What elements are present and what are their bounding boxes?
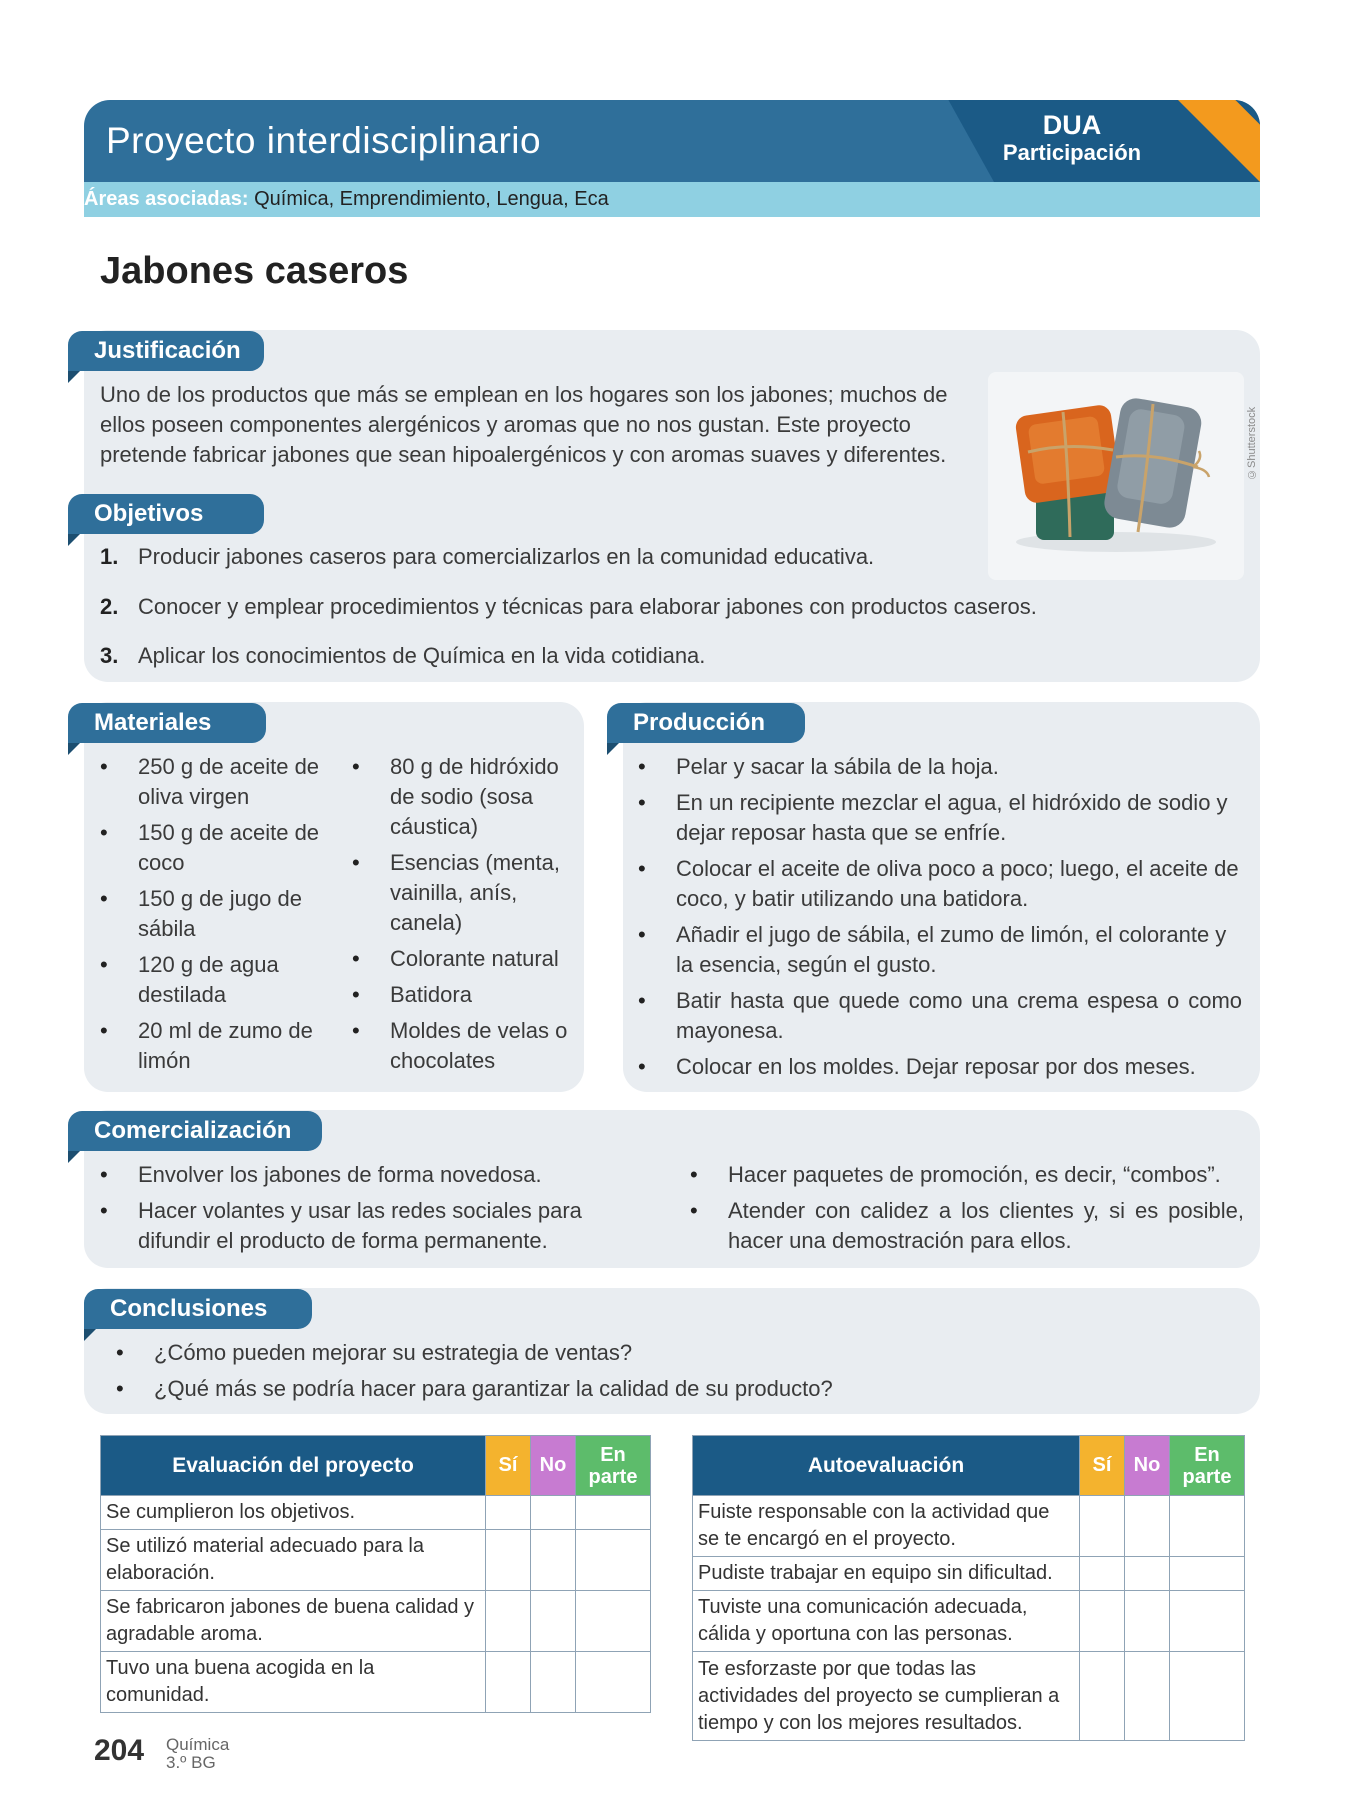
table-row <box>693 1591 1245 1652</box>
partially-column-header: En parte <box>576 1436 651 1496</box>
self-evaluation-table <box>692 1435 1245 1741</box>
associated-areas-bar <box>84 182 1260 217</box>
production-steps <box>638 752 1242 1088</box>
no-check-cell[interactable] <box>1125 1557 1170 1591</box>
dua-badge <box>992 110 1152 166</box>
no-check-cell[interactable] <box>1125 1591 1170 1652</box>
criterion-text: Se cumplieron los objetivos. <box>101 1496 486 1530</box>
partially-check-cell[interactable] <box>576 1530 651 1591</box>
production-step: • En un recipiente mezclar el agua, el hidróxido de sodio y dejar reposar hasta que se enfríe. <box>638 788 1242 848</box>
criterion-text: Se fabricaron jabones de buena calidad y agradable aroma. <box>101 1591 486 1652</box>
material-item: • Colorante natural <box>352 944 576 974</box>
areas-label: Áreas asociadas: <box>84 188 249 210</box>
material-item: • 20 ml de zumo de limón <box>100 1016 330 1076</box>
objective-item <box>100 542 874 572</box>
criterion-text: Tuviste una comunicación adecuada, cálida y oportuna con las personas. <box>693 1591 1080 1652</box>
yes-check-cell[interactable] <box>1080 1557 1125 1591</box>
criterion-text: Tuvo una buena acogida en la comunidad. <box>101 1652 486 1713</box>
criterion-text: Se utilizó material adecuado para la elaboración. <box>101 1530 486 1591</box>
no-check-cell[interactable] <box>531 1530 576 1591</box>
table-header-row <box>101 1436 651 1496</box>
table-row <box>101 1652 651 1713</box>
production-step: • Pelar y sacar la sábila de la hoja. <box>638 752 1242 782</box>
conclusion-question: • ¿Qué más se podría hacer para garantizar la calidad de su producto? <box>116 1374 1216 1404</box>
partially-check-cell[interactable] <box>576 1652 651 1713</box>
partially-check-cell[interactable] <box>1170 1496 1245 1557</box>
partially-check-cell[interactable] <box>576 1591 651 1652</box>
material-item: • 150 g de aceite de coco <box>100 818 330 878</box>
no-check-cell[interactable] <box>531 1591 576 1652</box>
justification-text: Uno de los productos que más se emplean en los hogares son los jabones; muchos de ellos poseen componentes alergénicos y aromas que no nos gustan. Este proyecto pretende fabricar jabones que sean hipoalergénicos y con aromas suaves y diferentes. <box>100 382 948 467</box>
self-evaluation-header: Autoevaluación <box>693 1436 1080 1496</box>
yes-check-cell[interactable] <box>486 1530 531 1591</box>
partially-check-cell[interactable] <box>576 1496 651 1530</box>
materials-tab: Materiales <box>68 703 266 743</box>
production-step: • Colocar el aceite de oliva poco a poco; luego, el aceite de coco, y batir utilizando una batidora. <box>638 854 1242 914</box>
commercialization-tab: Comercialización <box>68 1111 322 1151</box>
no-check-cell[interactable] <box>531 1496 576 1530</box>
table-row <box>693 1496 1245 1557</box>
objective-text: Producir jabones caseros para comercializarlos en la comunidad educativa. <box>138 544 875 569</box>
commercialization-item: • Envolver los jabones de forma novedosa. <box>100 1160 656 1190</box>
criterion-text: Te esforzaste por que todas las actividades del proyecto se cumplieran a tiempo y con los mejores resultados. <box>693 1652 1080 1741</box>
production-tab: Producción <box>607 703 805 743</box>
no-column-header: No <box>1125 1436 1170 1496</box>
conclusion-question: • ¿Cómo pueden mejorar su estrategia de ventas? <box>116 1338 1216 1368</box>
criterion-text: Pudiste trabajar en equipo sin dificultad. <box>693 1557 1080 1591</box>
yes-check-cell[interactable] <box>486 1591 531 1652</box>
grade-level: 3.º BG <box>166 1753 216 1772</box>
project-evaluation-table <box>100 1435 651 1713</box>
material-item: • 80 g de hidróxido de sodio (sosa cáustica) <box>352 752 576 842</box>
project-header <box>84 100 1260 217</box>
material-item: • Moldes de velas o chocolates <box>352 1016 576 1076</box>
partially-column-header: En parte <box>1170 1436 1245 1496</box>
table-row <box>101 1530 651 1591</box>
soap-bars-photo <box>988 372 1244 580</box>
yes-check-cell[interactable] <box>1080 1591 1125 1652</box>
yes-check-cell[interactable] <box>1080 1496 1125 1557</box>
no-check-cell[interactable] <box>531 1652 576 1713</box>
header-banner <box>84 100 1260 182</box>
commercialization-list-left <box>100 1160 656 1262</box>
table-header-row <box>693 1436 1245 1496</box>
commercialization-item: • Hacer paquetes de promoción, es decir, “combos”. <box>690 1160 1244 1190</box>
yes-check-cell[interactable] <box>486 1496 531 1530</box>
material-item: • 150 g de jugo de sábila <box>100 884 330 944</box>
table-row <box>693 1652 1245 1741</box>
table-row <box>101 1591 651 1652</box>
objective-item <box>100 592 1037 622</box>
page-title: Jabones caseros <box>100 250 409 292</box>
soap-bars-illustration <box>988 372 1244 580</box>
image-credit: ©Shutterstock <box>1246 406 1258 480</box>
yes-column-header: Sí <box>1080 1436 1125 1496</box>
yes-check-cell[interactable] <box>1080 1652 1125 1741</box>
page-number: 204 <box>94 1734 145 1767</box>
yes-check-cell[interactable] <box>486 1652 531 1713</box>
objective-number: 1. <box>100 544 119 569</box>
justification-tab: Justificación <box>68 331 264 371</box>
conclusions-tab: Conclusiones <box>84 1289 312 1329</box>
partially-check-cell[interactable] <box>1170 1652 1245 1741</box>
table-row <box>693 1557 1245 1591</box>
objective-text: Aplicar los conocimientos de Química en la vida cotidiana. <box>138 643 706 668</box>
commercialization-list-right <box>690 1160 1244 1262</box>
material-item: • Esencias (menta, vainilla, anís, canela) <box>352 848 576 938</box>
no-check-cell[interactable] <box>1125 1652 1170 1741</box>
material-item: • 250 g de aceite de oliva virgen <box>100 752 330 812</box>
partially-check-cell[interactable] <box>1170 1557 1245 1591</box>
objective-number: 2. <box>100 594 119 619</box>
partially-check-cell[interactable] <box>1170 1591 1245 1652</box>
commercialization-item: • Hacer volantes y usar las redes sociales para difundir el producto de forma permanente. <box>100 1196 656 1256</box>
yes-column-header: Sí <box>486 1436 531 1496</box>
dua-subtitle: Participación <box>1002 140 1142 165</box>
production-step: • Colocar en los moldes. Dejar reposar por dos meses. <box>638 1052 1242 1082</box>
objectives-tab: Objetivos <box>68 494 264 534</box>
materials-list-right <box>352 752 576 1082</box>
no-column-header: No <box>531 1436 576 1496</box>
material-item: • 120 g de agua destilada <box>100 950 330 1010</box>
conclusions-list <box>116 1338 1216 1410</box>
evaluation-header: Evaluación del proyecto <box>101 1436 486 1496</box>
objective-text: Conocer y emplear procedimientos y técnicas para elaborar jabones con productos caseros. <box>138 594 1037 619</box>
no-check-cell[interactable] <box>1125 1496 1170 1557</box>
commercialization-item: • Atender con calidez a los clientes y, si es posible, hacer una demostración para ellos. <box>690 1196 1244 1256</box>
subject-name: Química <box>166 1735 230 1754</box>
production-step: • Añadir el jugo de sábila, el zumo de limón, el colorante y la esencia, según el gusto. <box>638 920 1242 980</box>
materials-list-left <box>100 752 330 1082</box>
objective-number: 3. <box>100 643 119 668</box>
objective-item <box>100 641 705 671</box>
footer-subject <box>166 1736 229 1772</box>
dua-title: DUA <box>1042 110 1102 140</box>
criterion-text: Fuiste responsable con la actividad que se te encargó en el proyecto. <box>693 1496 1080 1557</box>
areas-value: Química, Emprendimiento, Lengua, Eca <box>254 188 609 210</box>
material-item: • Batidora <box>352 980 576 1010</box>
production-step: • Batir hasta que quede como una crema espesa o como mayonesa. <box>638 986 1242 1046</box>
header-title: Proyecto interdisciplinario <box>106 120 542 161</box>
table-row <box>101 1496 651 1530</box>
